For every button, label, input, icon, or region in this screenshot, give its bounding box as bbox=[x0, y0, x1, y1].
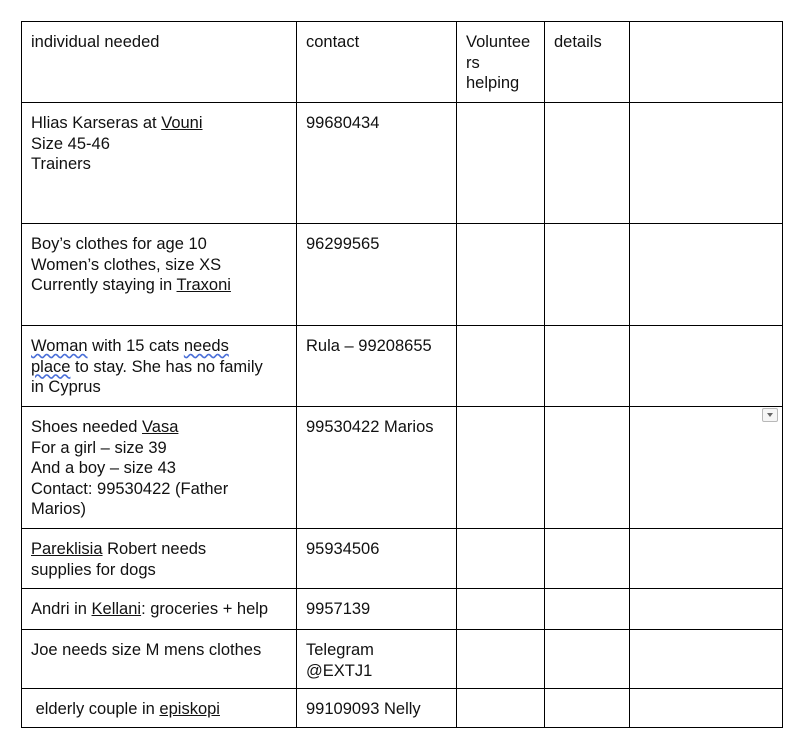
table-row bbox=[22, 103, 783, 224]
extra-cell[interactable] bbox=[630, 529, 783, 589]
details-cell[interactable] bbox=[545, 326, 630, 407]
location-link[interactable]: Vasa bbox=[142, 418, 179, 436]
extra-cell[interactable] bbox=[630, 589, 783, 630]
need-cell[interactable]: Woman with 15 cats needs place to stay. She has no family in Cyprus bbox=[22, 326, 297, 407]
header-volunteers-helping[interactable]: Voluntee rs helping bbox=[457, 22, 545, 103]
location-link[interactable]: Vouni bbox=[161, 114, 203, 132]
spellcheck-word: place bbox=[31, 357, 71, 376]
header-contact[interactable]: contact bbox=[297, 22, 457, 103]
need-cell[interactable]: Andri in Kellani: groceries + help bbox=[22, 589, 297, 630]
table-row bbox=[22, 224, 783, 326]
contact-cell[interactable]: 9957139 bbox=[297, 589, 457, 630]
contact-cell[interactable]: 99530422 Marios bbox=[297, 407, 457, 529]
volunteers-cell[interactable] bbox=[457, 630, 545, 689]
need-cell[interactable]: Pareklisia Robert needs supplies for dogs bbox=[22, 529, 297, 589]
spellcheck-word: needs bbox=[183, 337, 229, 355]
table-row bbox=[22, 529, 783, 589]
table-row bbox=[22, 630, 783, 689]
volunteers-cell[interactable] bbox=[457, 103, 545, 224]
details-cell[interactable] bbox=[545, 224, 630, 326]
contact-cell[interactable]: Rula – 99208655 bbox=[297, 326, 457, 407]
spellcheck-word: Woman bbox=[31, 337, 88, 355]
contact-cell[interactable]: Telegram @EXTJ1 bbox=[297, 630, 457, 689]
contact-cell[interactable]: 99109093 Nelly bbox=[297, 689, 457, 728]
table-row bbox=[22, 407, 783, 529]
header-individual-needed[interactable]: individual needed bbox=[22, 22, 297, 103]
contact-cell[interactable]: 96299565 bbox=[297, 224, 457, 326]
volunteers-cell[interactable] bbox=[457, 589, 545, 630]
volunteers-cell[interactable] bbox=[457, 689, 545, 728]
header-details[interactable]: details bbox=[545, 22, 630, 103]
volunteers-cell[interactable] bbox=[457, 224, 545, 326]
volunteers-cell[interactable] bbox=[457, 529, 545, 589]
header-row bbox=[22, 22, 783, 103]
details-cell[interactable] bbox=[545, 689, 630, 728]
dropdown-arrow-icon[interactable] bbox=[762, 408, 778, 422]
extra-cell[interactable] bbox=[630, 103, 783, 224]
need-cell[interactable]: elderly couple in episkopi bbox=[22, 689, 297, 728]
contact-cell[interactable]: 95934506 bbox=[297, 529, 457, 589]
volunteer-needs-table bbox=[21, 21, 783, 728]
details-cell[interactable] bbox=[545, 103, 630, 224]
contact-cell[interactable]: 99680434 bbox=[297, 103, 457, 224]
details-cell[interactable] bbox=[545, 407, 630, 529]
need-cell[interactable]: Shoes needed Vasa For a girl – size 39 And a boy – size 43 Contact: 99530422 (Father Marios) bbox=[22, 407, 297, 529]
location-link[interactable]: episkopi bbox=[159, 700, 220, 718]
extra-cell[interactable] bbox=[630, 407, 783, 529]
extra-cell[interactable] bbox=[630, 326, 783, 407]
table-row bbox=[22, 689, 783, 728]
need-cell[interactable]: Joe needs size M mens clothes bbox=[22, 630, 297, 689]
extra-cell[interactable] bbox=[630, 224, 783, 326]
table-row bbox=[22, 589, 783, 630]
extra-cell[interactable] bbox=[630, 630, 783, 689]
details-cell[interactable] bbox=[545, 630, 630, 689]
details-cell[interactable] bbox=[545, 529, 630, 589]
need-cell[interactable]: Boy’s clothes for age 10 Women’s clothes, size XS Currently staying in Traxoni bbox=[22, 224, 297, 326]
details-cell[interactable] bbox=[545, 589, 630, 630]
header-extra[interactable] bbox=[630, 22, 783, 103]
location-link[interactable]: Kellani bbox=[91, 600, 142, 618]
need-cell[interactable]: Hlias Karseras at Vouni Size 45-46 Trainers bbox=[22, 103, 297, 224]
volunteers-cell[interactable] bbox=[457, 326, 545, 407]
location-link[interactable]: Pareklisia bbox=[31, 540, 103, 558]
location-link[interactable]: Traxoni bbox=[176, 276, 231, 294]
table-row bbox=[22, 326, 783, 407]
extra-cell[interactable] bbox=[630, 689, 783, 728]
volunteers-cell[interactable] bbox=[457, 407, 545, 529]
